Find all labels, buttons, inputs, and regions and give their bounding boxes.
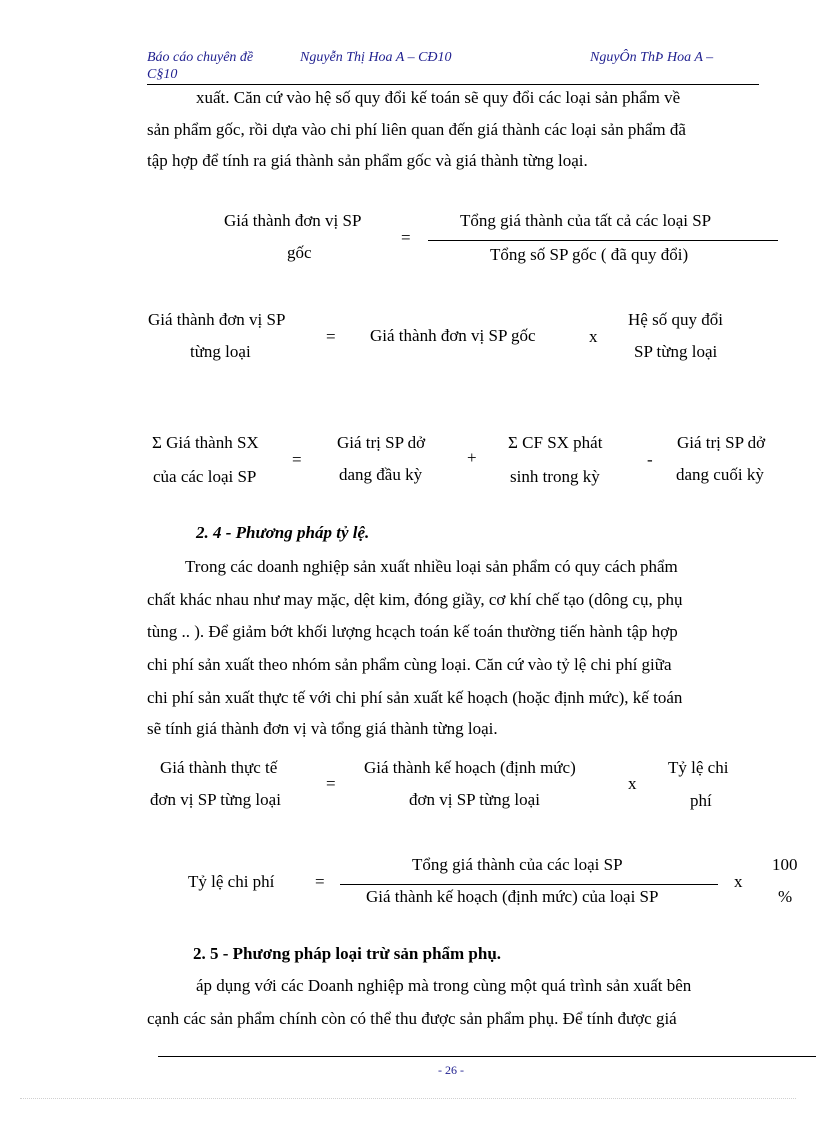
footer-rule bbox=[158, 1056, 816, 1057]
section-2-5-line-2: cạnh các sản phẩm chính còn có thể thu được sản phẩm phụ. Để tính được giá bbox=[147, 1009, 677, 1028]
formula-5-fraction-bar bbox=[340, 884, 718, 885]
intro-line-2: sản phẩm gốc, rồi dựa vào chi phí liên quan đến giá thành các loại sản phẩm đã bbox=[147, 120, 686, 139]
section-2-5-heading: 2. 5 - Phương pháp loại trừ sản phẩm phụ. bbox=[193, 944, 502, 963]
formula-5-lhs: Tỷ lệ chi phí bbox=[188, 872, 275, 891]
formula-4-lhs-line-1: Giá thành thực tế bbox=[160, 758, 278, 777]
formula-2-rhs-line-1: Hệ số quy đổi bbox=[628, 310, 723, 329]
formula-2-times: x bbox=[589, 327, 598, 346]
formula-2-equals: = bbox=[326, 327, 336, 346]
formula-3-term-c-line-2: sinh trong kỳ bbox=[510, 467, 600, 486]
intro-line-1: xuất. Căn cứ vào hệ số quy đổi kế toán sẽ quy đổi các loại sản phẩm về bbox=[196, 88, 681, 107]
formula-4-rhs-line-2: phí bbox=[690, 791, 712, 810]
header-rule bbox=[147, 84, 759, 85]
formula-3-minus: - bbox=[647, 450, 653, 469]
formula-5-hundred: 100 bbox=[772, 855, 798, 874]
formula-1-fraction-bar bbox=[428, 240, 778, 241]
header-middle: Nguyễn Thị Hoa A – CĐ10 bbox=[300, 50, 452, 65]
formula-4-middle-line-2: đơn vị SP từng loại bbox=[409, 790, 540, 809]
section-2-4-line-1: Trong các doanh nghiệp sản xuất nhiều loại sản phẩm có quy cách phẩm bbox=[185, 557, 678, 576]
formula-1-lhs-line-2: gốc bbox=[287, 243, 312, 262]
formula-5-percent: % bbox=[778, 887, 793, 906]
formula-5-denominator: Giá thành kế hoạch (định mức) của loại SP bbox=[366, 887, 659, 906]
header-left: Báo cáo chuyên đề bbox=[147, 50, 254, 65]
page-bottom-dotted-edge bbox=[20, 1098, 796, 1099]
section-2-5-line-1: áp dụng với các Doanh nghiệp mà trong cùng một quá trình sản xuất bên bbox=[196, 976, 692, 995]
intro-line-3: tập hợp để tính ra giá thành sản phẩm gốc và giá thành từng loại. bbox=[147, 151, 588, 170]
section-2-4-line-6: sẽ tính giá thành đơn vị và tổng giá thành từng loại. bbox=[147, 719, 498, 738]
formula-1-denominator: Tổng số SP gốc ( đã quy đổi) bbox=[490, 245, 689, 264]
formula-4-lhs-line-2: đơn vị SP từng loại bbox=[150, 790, 281, 809]
section-2-4-heading: 2. 4 - Phương pháp tỷ lệ. bbox=[196, 523, 370, 542]
formula-5-numerator: Tổng giá thành của các loại SP bbox=[412, 855, 623, 874]
header-right: NguyÔn ThÞ Hoa A – bbox=[590, 50, 714, 65]
formula-3-term-b-line-1: Giá trị SP dở bbox=[337, 433, 426, 452]
formula-3-term-d-line-1: Giá trị SP dở bbox=[677, 433, 766, 452]
formula-3-term-a-line-1: Σ Giá thành SX bbox=[152, 433, 259, 452]
section-2-4-line-2: chất khác nhau như may mặc, dệt kim, đóng giầy, cơ khí chế tạo (dông cụ, phụ bbox=[147, 590, 683, 609]
section-2-4-line-3: tùng .. ). Để giảm bớt khối lượng hcạch toán kế toán thường tiến hành tập hợp bbox=[147, 622, 678, 641]
header-wrap: C§10 bbox=[147, 67, 178, 82]
formula-3-term-d-line-2: dang cuối kỳ bbox=[676, 465, 764, 484]
formula-2-lhs-line-2: từng loại bbox=[190, 342, 251, 361]
formula-3-equals: = bbox=[292, 450, 302, 469]
formula-3-plus: + bbox=[467, 448, 477, 467]
formula-1-equals: = bbox=[401, 228, 411, 247]
formula-4-middle-line-1: Giá thành kế hoạch (định mức) bbox=[364, 758, 576, 777]
formula-1-lhs-line-1: Giá thành đơn vị SP bbox=[224, 211, 362, 230]
formula-2-lhs-line-1: Giá thành đơn vị SP bbox=[148, 310, 286, 329]
formula-3-term-a-line-2: của các loại SP bbox=[153, 467, 257, 486]
formula-5-equals: = bbox=[315, 872, 325, 891]
formula-2-rhs-line-2: SP từng loại bbox=[634, 342, 718, 361]
formula-4-rhs-line-1: Tỷ lệ chi bbox=[668, 758, 729, 777]
formula-4-equals: = bbox=[326, 774, 336, 793]
page-number: - 26 - bbox=[438, 1063, 464, 1077]
formula-1-numerator: Tổng giá thành của tất cả các loại SP bbox=[460, 211, 712, 230]
formula-4-times: x bbox=[628, 774, 637, 793]
formula-2-middle: Giá thành đơn vị SP gốc bbox=[370, 326, 536, 345]
section-2-4-line-5: chi phí sản xuất thực tế với chi phí sản xuất kế hoạch (hoặc định mức), kế toán bbox=[147, 688, 683, 707]
formula-5-times: x bbox=[734, 872, 743, 891]
section-2-4-line-4: chi phí sản xuất theo nhóm sản phẩm cùng loại. Căn cứ vào tỷ lệ chi phí giữa bbox=[147, 655, 672, 674]
formula-3-term-b-line-2: dang đầu kỳ bbox=[339, 465, 423, 484]
formula-3-term-c-line-1: Σ CF SX phát bbox=[508, 433, 603, 452]
